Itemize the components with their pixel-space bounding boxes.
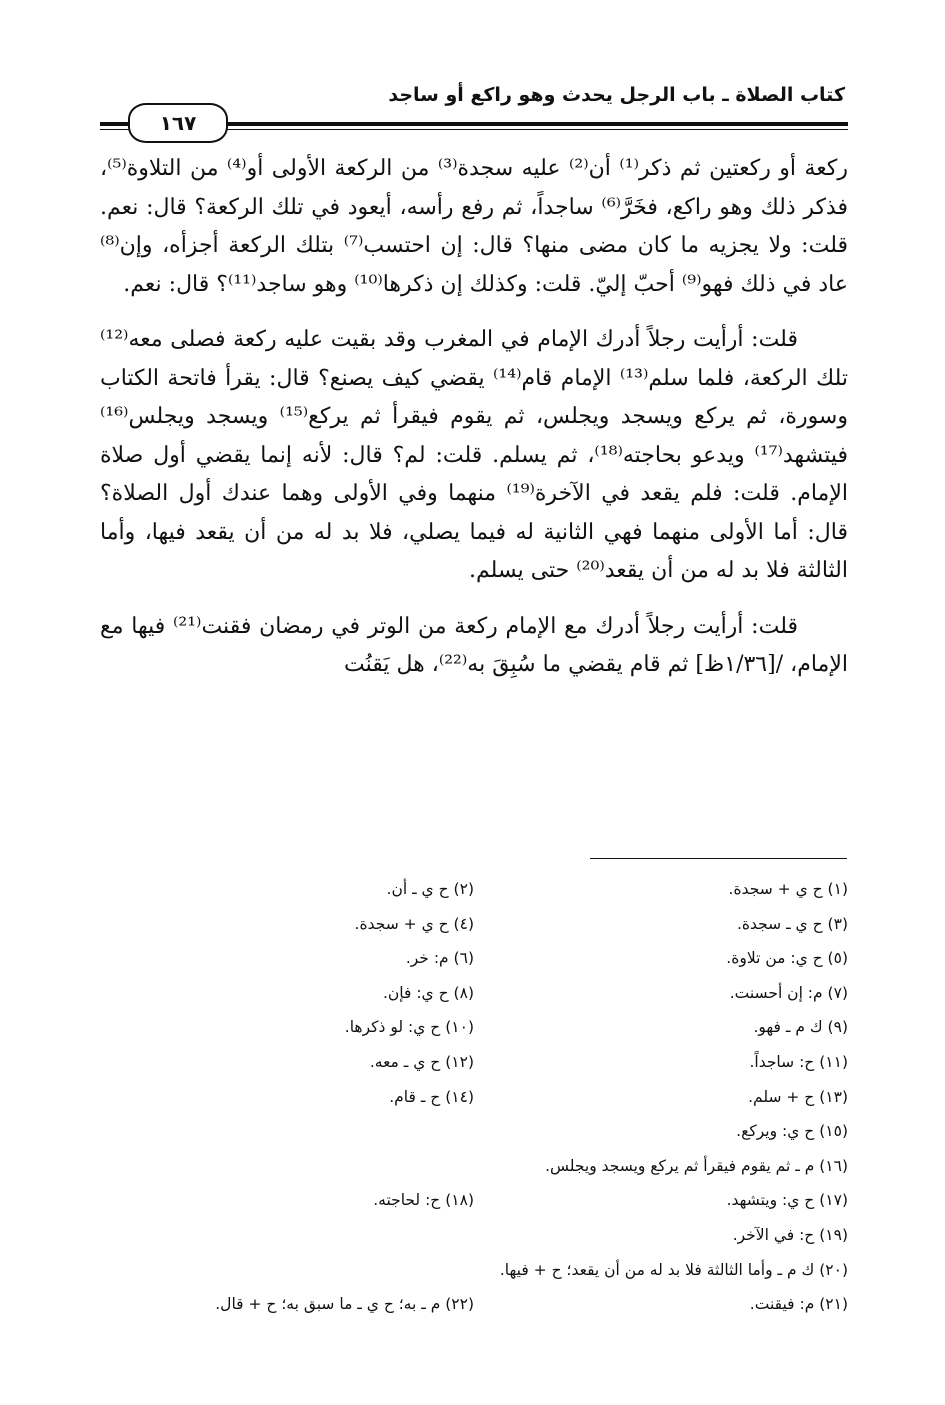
paragraph-2: قلت: أرأيت رجلاً أدرك الإمام في المغرب وقد بقيت عليه ركعة فصلى معه⁽¹²⁾ تلك الركعة، فلما سلم⁽¹³⁾ الإمام قام⁽¹⁴⁾ يقضي كيف يصنع؟ قال: يقرأ فاتحة الكتاب وسورة، ثم يركع ويسجد ويجلس، ثم يقوم فيقرأ ثم يركع⁽¹⁵⁾ ويسجد ويجلس⁽¹⁶⁾ فيتشهد⁽¹⁷⁾ ويدعو بحاجته⁽¹⁸⁾، ثم يسلم. قلت: لم؟ قال: لأنه إنما يقضي أول صلاة الإمام. قلت: فلم يقعد في الآخرة⁽¹⁹⁾ منهما وفي الأولى وهما عندك أول الصلاة؟ قال: أما الأولى منهما فهي الثانية له فيما يصلي، فلا بد له من أن يقعد فيها، وأما الثالثة فلا بد له من أن يقعد⁽²⁰⁾ حتى يسلم.: [100, 327, 848, 583]
footnote-16: (١٦) م ـ ثم يقوم فيقرأ ثم يركع ويسجد ويجلس.: [545, 1156, 848, 1175]
footnote-14: (١٤) ح ـ قام.: [389, 1087, 474, 1106]
footnote-7: (٧) م: إن أحسنت.: [729, 983, 848, 1002]
footnote-row: [100, 1149, 848, 1184]
footnote-12: (١٢) ح ي ـ معه.: [369, 1052, 474, 1071]
footnote-4: (٤) ح ي + سجدة.: [354, 914, 474, 933]
footnote-11: (١١) ح: ساجداً.: [749, 1052, 848, 1071]
footnote-17: (١٧) ح ي: ويتشهد.: [726, 1191, 848, 1210]
footnote-18: (١٨) ح: لحاجته.: [373, 1191, 474, 1210]
footnote-row: [100, 1045, 848, 1080]
footnote-13: (١٣) ح + سلم.: [748, 1087, 848, 1106]
footnote-5: (٥) ح ي: من تلاوة.: [726, 949, 848, 968]
footnote-row: [100, 872, 848, 907]
footnote-15: (١٥) ح ي: ويركع.: [736, 1122, 848, 1141]
footnote-20: (٢٠) ك م ـ وأما الثالثة فلا بد له من أن يقعد؛ ح + فيها.: [499, 1260, 848, 1279]
footnote-separator: [590, 858, 847, 859]
footnote-10: (١٠) ح ي: لو ذكرها.: [344, 1018, 474, 1037]
footnote-row: [100, 941, 848, 976]
footnotes: [100, 872, 848, 1322]
footnote-row: [100, 976, 848, 1011]
footnote-6: (٦) م: خر.: [405, 949, 474, 968]
footnote-21: (٢١) م: فيقنت.: [749, 1295, 848, 1314]
footnote-8: (٨) ح ي: فإن.: [382, 983, 474, 1002]
footnote-22: (٢٢) م ـ به؛ ح ي ـ ما سبق به؛ ح + قال.: [215, 1295, 474, 1314]
footnote-row: [100, 1287, 848, 1322]
footnote-3: (٣) ح ي ـ سجدة.: [736, 914, 848, 933]
footnote-row: [100, 1253, 848, 1288]
footnote-2: (٢) ح ي ـ أن.: [386, 880, 474, 898]
footnote-row: [100, 1114, 848, 1149]
page-number: ١٦٧: [128, 103, 228, 143]
footnote-row: [100, 1010, 848, 1045]
main-text: [100, 150, 848, 685]
footnote-row: [100, 1183, 848, 1218]
running-header-title: كتاب الصلاة ـ باب الرجل يحدث وهو راكع أو ساجد: [388, 84, 845, 106]
footnote-row: [100, 1218, 848, 1253]
footnote-19: (١٩) ح: في الآخر.: [732, 1225, 848, 1244]
footnote-1: (١) ح ي + سجدة.: [728, 880, 848, 898]
paragraph-3: قلت: أرأيت رجلاً أدرك مع الإمام ركعة من الوتر في رمضان فقنت⁽²¹⁾ فيها مع الإمام، /[١/٣٦ظ] ثم قام يقضي ما سُبِقَ به⁽²²⁾، هل يَقنُت: [100, 613, 848, 677]
footnote-row: [100, 1080, 848, 1115]
paragraph-1: ركعة أو ركعتين ثم ذكر⁽¹⁾ أن⁽²⁾ عليه سجدة⁽³⁾ من الركعة الأولى أو⁽⁴⁾ من التلاوة⁽⁵⁾، فذكر ذلك وهو راكع، فخَرَّ⁽⁶⁾ ساجداً، ثم رفع رأسه، أيعود في تلك الركعة؟ قال: نعم. قلت: ولا يجزيه ما كان مضى منها؟ قال: إن احتسب⁽⁷⁾ بتلك الركعة أجزأه، وإن⁽⁸⁾ عاد في ذلك فهو⁽⁹⁾ أحبّ إليّ. قلت: وكذلك إن ذكرها⁽¹⁰⁾ وهو ساجد⁽¹¹⁾؟ قال: نعم.: [100, 156, 848, 297]
footnote-row: [100, 907, 848, 942]
footnote-9: (٩) ك م ـ فهو.: [753, 1018, 848, 1037]
